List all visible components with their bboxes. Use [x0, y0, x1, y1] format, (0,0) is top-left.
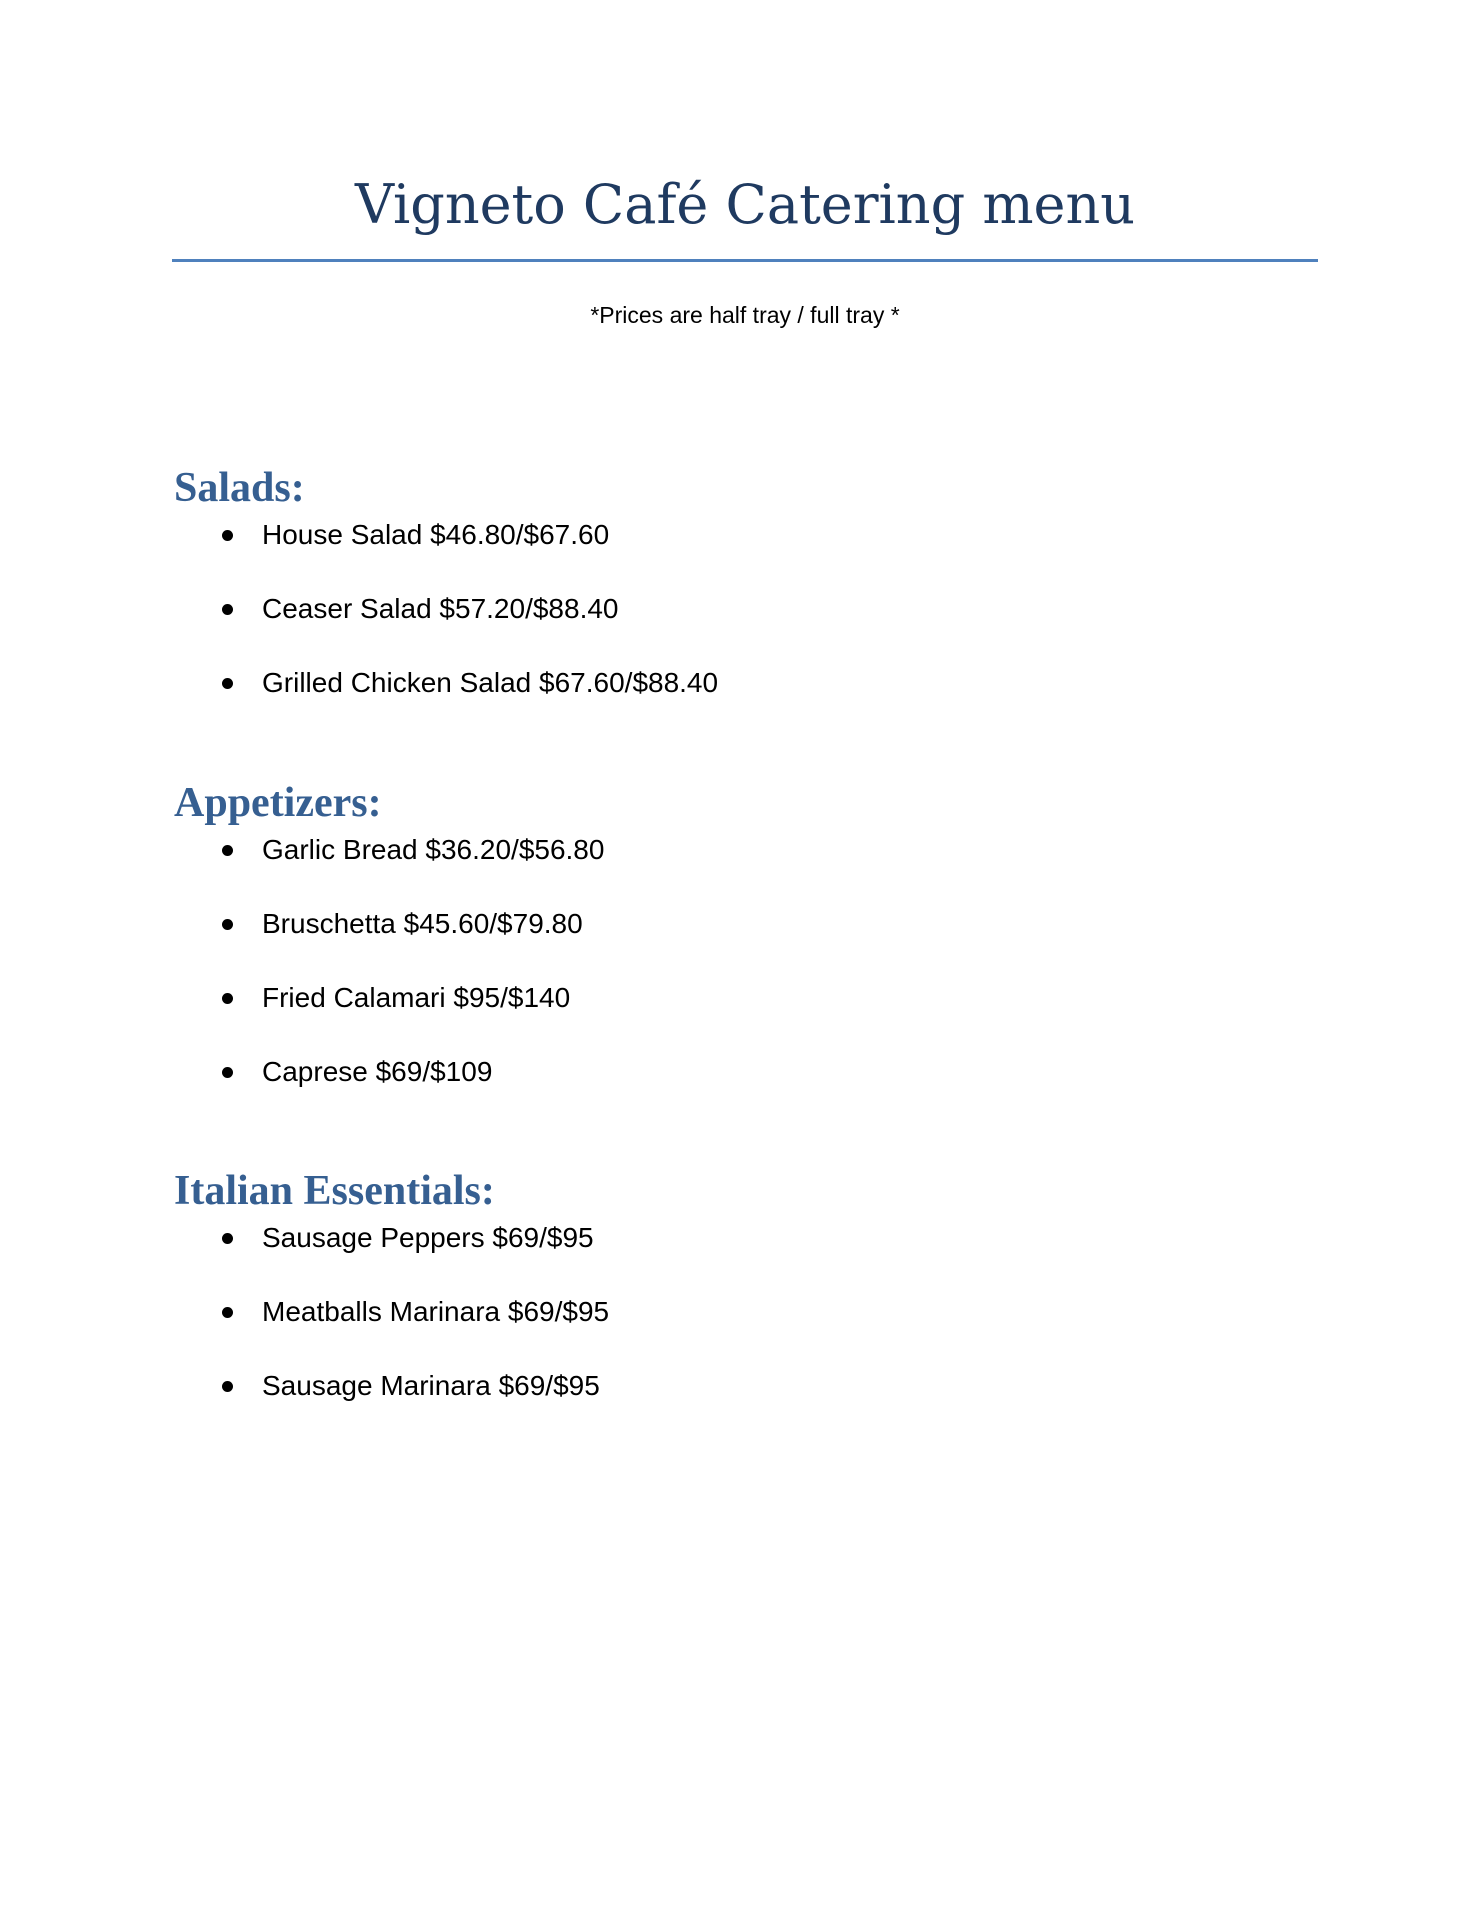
list-item: [174, 1052, 1174, 1126]
bullet-icon: [222, 604, 233, 615]
bullet-icon: [222, 1381, 233, 1392]
bullet-icon: [222, 993, 233, 1004]
list-item: [174, 589, 1174, 663]
title-underline-divider: [172, 259, 1318, 262]
bullet-icon: [222, 530, 233, 541]
page-title: Vigneto Café Catering menu: [354, 173, 1136, 236]
section-heading-italian-essentials: Italian Essentials:: [174, 1168, 495, 1214]
menu-item-text: Meatballs Marinara $69/$95: [262, 1296, 610, 1327]
appetizers-list: [174, 830, 1174, 1126]
menu-item-text: Sausage Marinara $69/$95: [262, 1370, 600, 1401]
bullet-icon: [222, 1233, 233, 1244]
italian-essentials-list: [174, 1218, 1174, 1440]
bullet-icon: [222, 919, 233, 930]
salads-list: [174, 515, 1174, 737]
menu-item-text: Ceaser Salad $57.20/$88.40: [262, 593, 619, 624]
list-item: [174, 904, 1174, 978]
menu-item-text: Grilled Chicken Salad $67.60/$88.40: [262, 667, 719, 698]
section-salads: [174, 463, 1174, 737]
list-item: [174, 978, 1174, 1052]
list-item: [174, 1218, 1174, 1292]
menu-item-text: House Salad $46.80/$67.60: [262, 519, 610, 550]
bullet-icon: [222, 1067, 233, 1078]
menu-item-text: Caprese $69/$109: [262, 1056, 493, 1087]
section-heading-salads: Salads:: [174, 465, 305, 511]
section-appetizers: [174, 778, 1174, 1126]
bullet-icon: [222, 1307, 233, 1318]
menu-item-text: Sausage Peppers $69/$95: [262, 1222, 594, 1253]
pricing-note: *Prices are half tray / full tray *: [590, 302, 900, 328]
bullet-icon: [222, 845, 233, 856]
menu-item-text: Bruschetta $45.60/$79.80: [262, 908, 583, 939]
list-item: [174, 1366, 1174, 1440]
bullet-icon: [222, 678, 233, 689]
section-heading-appetizers: Appetizers:: [174, 780, 382, 826]
list-item: [174, 515, 1174, 589]
menu-item-text: Fried Calamari $95/$140: [262, 982, 571, 1013]
list-item: [174, 663, 1174, 737]
section-italian-essentials: [174, 1166, 1174, 1440]
menu-item-text: Garlic Bread $36.20/$56.80: [262, 834, 605, 865]
list-item: [174, 830, 1174, 904]
list-item: [174, 1292, 1174, 1366]
